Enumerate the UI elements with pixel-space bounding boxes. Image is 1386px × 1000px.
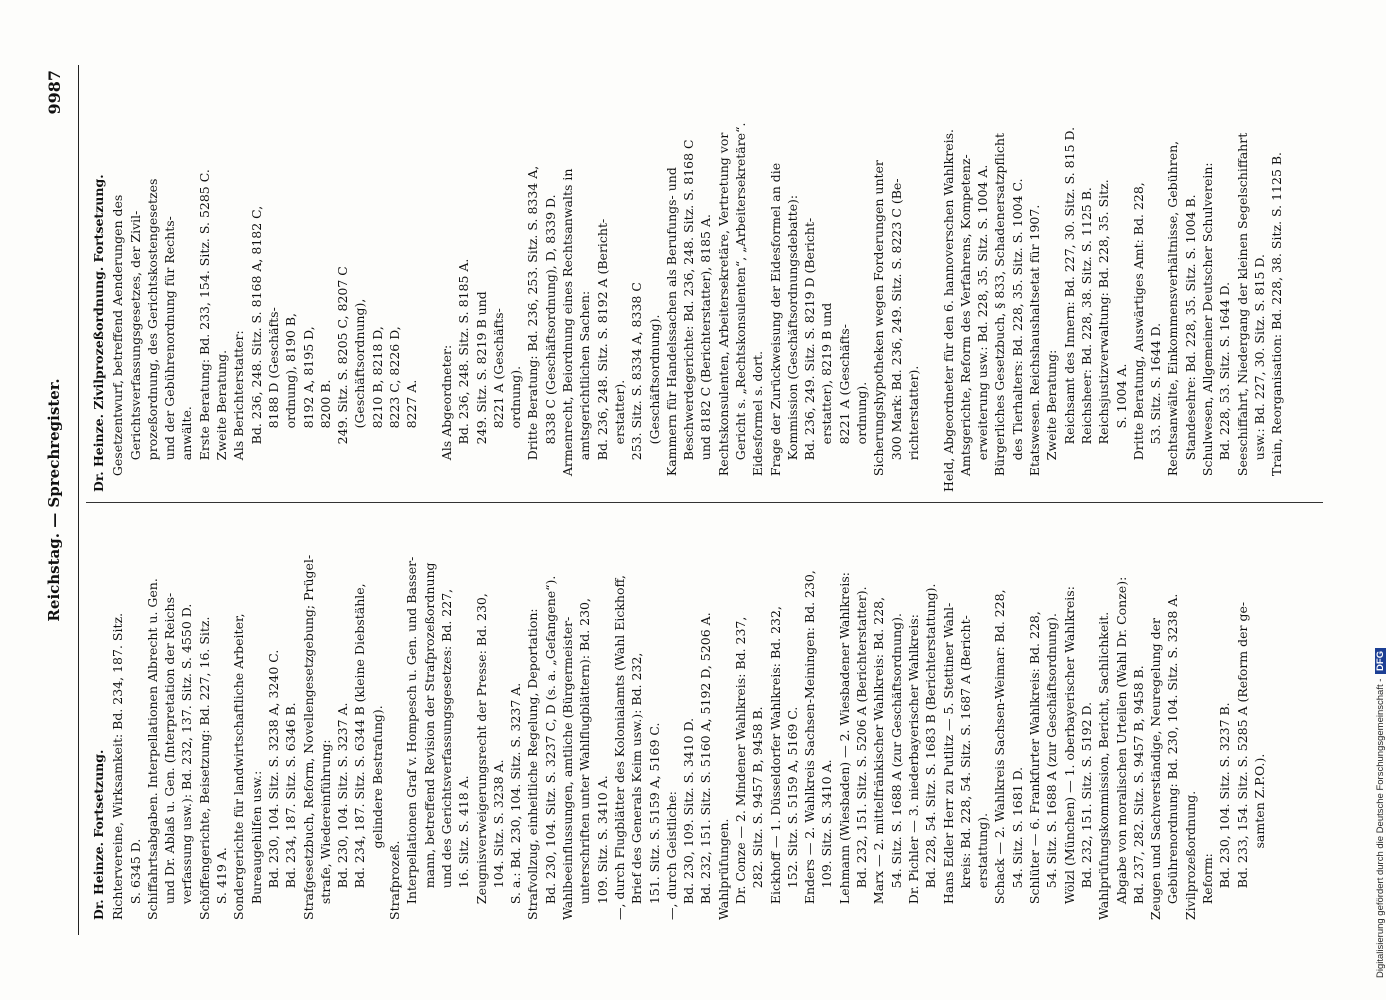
register-entry-line: Reform: — [1200, 853, 1215, 920]
register-entry-line: 16. Sitz. S. 418 A. — [456, 775, 472, 920]
register-entry-line: 54. Sitz. S. 1688 A (zur Geschäftsordnung). — [888, 613, 904, 920]
register-entry-line: Rechtsanwälte, Einkommensverhältnisse, Gebühren, — [1165, 140, 1181, 492]
register-entry-line: Strafvollzug, einheitliche Regelung, Deportation: — [525, 608, 541, 920]
register-entry-line: Zweite Beratung: — [1044, 349, 1060, 492]
register-entry-line: S. 419 A. — [214, 847, 230, 920]
running-head — [45, 70, 73, 930]
register-entry-line: 104. Sitz. S. 3238 A. — [490, 759, 506, 920]
register-entry-line: Kammern für Handelssachen als Berufungs- und — [663, 167, 679, 492]
register-entry-line: Zeugnisverweigerungsrecht der Presse: Bd. 230, — [473, 593, 489, 920]
left-column-heading: Dr. Heinze. Fortsetzung. — [91, 749, 106, 920]
register-entry-line: Reichsamt des Innern: Bd. 227, 30. Sitz. S. 815 D. — [1061, 126, 1077, 492]
register-entry-line: Dritte Beratung: Bd. 236, 253. Sitz. S. 8334 A, — [525, 165, 541, 492]
register-entry-line: Hans Edler Herr zu Putlitz — 5. Stettiner Wahl- — [940, 602, 956, 920]
register-entry-line: —, durch Geistliche: — [663, 791, 679, 920]
register-entry-line: Enders — 2. Wahlkreis Sachsen-Meiningen: Bd. 230, — [802, 570, 818, 920]
dfg-logo: DFG — [1375, 648, 1386, 674]
left-column-lines — [109, 510, 1268, 920]
register-entry-line: Brief des Generals Keim usw.): Bd. 232, — [629, 652, 645, 920]
register-entry-line: 253. Sitz. S. 8334 A, 8338 C — [629, 282, 645, 492]
right-column — [90, 72, 1323, 492]
credit-text: Digitalisierung gefördert durch die Deutsche Forschungsgemeinschaft - — [1375, 678, 1386, 978]
register-entry-line: S. 1004 A. — [1113, 363, 1129, 492]
register-entry-line: Bureaugehilfen usw.: — [248, 770, 264, 920]
register-entry-line: erstattung). — [975, 812, 991, 920]
register-entry-line: Erste Beratung: Bd. 233, 154. Sitz. S. 5285 C. — [196, 169, 212, 492]
register-entry-line: Reichsheer: Bd. 228, 38. Sitz. S. 1125 B. — [1078, 187, 1094, 492]
register-entry-line: Bd. 230, 104. Sitz. S. 3237 C, D (s. a. „Gefangene“). — [542, 575, 558, 920]
register-entry-line: Gesetzentwurf, betreffend Aenderungen des — [110, 194, 126, 492]
register-entry-line: —, durch Flugblätter des Kolonialamts (Wahl Eickhoff, — [611, 575, 627, 920]
register-entry-line: Bd. 228, 53. Sitz. S. 1644 D. — [1217, 281, 1233, 492]
register-entry-line: richterstatter). — [905, 365, 921, 492]
register-entry-line: 249. Sitz. S. 8205 C, 8207 C — [335, 266, 351, 492]
register-entry-line: Strafprozeß. — [387, 840, 403, 920]
register-entry-line: Armenrecht, Beiordnung eines Rechtsanwalts in — [560, 168, 576, 492]
register-entry-line: Etatswesen. Reichshaushaltsetat für 1907. — [1027, 204, 1043, 492]
register-entry-line: strafe, Wiedereinführung: — [317, 739, 333, 920]
register-entry-line: Seeschiffahrt, Niedergang der kleinen Segelschiffahrt — [1234, 132, 1250, 492]
register-entry-line: gelindere Bestrafung). — [369, 705, 385, 920]
register-entry-line: Als Berichterstatter: — [231, 330, 247, 492]
register-entry-line: 8221 A (Geschäfts- — [490, 308, 506, 492]
register-entry-line: Bürgerliches Gesetzbuch, § 833, Schadenersatzpflicht — [992, 133, 1008, 492]
register-entry-line: Bd. 232, 151. Sitz. S. 5192 D. — [1078, 701, 1094, 920]
register-entry-line: Als Abgeordneter: — [438, 344, 454, 492]
register-entry-line: 152. Sitz. S. 5159 A, 5169 C. — [784, 706, 800, 920]
register-entry-line: ordnung), 8190 B, — [283, 313, 299, 492]
register-entry-line: ordnung). — [854, 381, 870, 492]
register-entry-line: Zweite Beratung. — [214, 349, 230, 492]
register-entry-line: usw.: Bd. 227, 30. Sitz. S. 815 D. — [1251, 254, 1267, 492]
register-entry-line: Gericht s. „Rechtskonsulenten“, „Arbeitersekretäre“. — [732, 122, 748, 492]
register-entry-line — [922, 72, 939, 492]
register-entry-line: 8210 B, 8218 D, — [369, 326, 385, 492]
register-entry-line: Rechtskonsulenten, Arbeitersekretäre, Vertretung vor — [715, 132, 731, 492]
register-entry-line: S. a.: Bd. 230, 104. Sitz. S. 3237 A. — [508, 682, 524, 920]
register-entry-line: Marx — 2. mittelfränkischer Wahlkreis: Bd. 228, — [871, 596, 887, 920]
register-entry-line: unterschriften unter Wahlflugblättern): Bd. 230, — [577, 598, 593, 920]
register-entry-line — [421, 72, 438, 492]
register-entry-line: Standesehre: Bd. 228, 35. Sitz. S. 1004 B. — [1182, 194, 1198, 492]
column-divider — [86, 502, 1323, 503]
register-entry-line: 8338 C (Geschäftsordnung), D, 8339 D. — [542, 194, 558, 492]
register-entry-line: Dr. Conze — 2. Mindener Wahlkreis: Bd. 237, — [732, 616, 748, 920]
register-entry-line: Amtsgerichte, Reform des Verfahrens, Kompetenz- — [957, 154, 973, 492]
register-entry-line: (Geschäftsordnung). — [646, 314, 662, 492]
register-entry-line: Beschwerdegerichte: Bd. 236, 248. Sitz. S. 8168 C — [681, 139, 697, 492]
register-entry-line: Bd. 230, 109. Sitz. S. 3410 D. — [681, 717, 697, 920]
digitization-credit — [1363, 8, 1386, 988]
register-entry-line: Held, Abgeordneter für den 6. hannoverschen Wahlkreis. — [940, 129, 956, 492]
register-entry-line: 54. Sitz. S. 1681 D. — [1009, 766, 1025, 920]
register-entry-line: amtsgerichtlichen Sachen: — [577, 290, 593, 492]
register-entry-line: erstatter), 8219 B und — [819, 302, 835, 492]
register-entry-line: Wahlprüfungen. — [715, 818, 731, 920]
register-entry-line: kreis: Bd. 228, 54. Sitz. S. 1687 A (Bericht- — [957, 615, 973, 920]
register-entry-line: Wahlbeeinflussungen, amtliche (Bürgermeister- — [560, 616, 576, 920]
register-entry-line: 8192 A, 8195 D, — [300, 326, 316, 492]
register-entry-line: ordnung). — [508, 365, 524, 492]
register-entry-line: Eickhoff — 1. Düsseldorfer Wahlkreis: Bd. 232, — [767, 606, 783, 920]
register-entry-line: verfassung usw.): Bd. 232, 137. Sitz. S. 4550 D. — [179, 603, 195, 920]
register-entry-line: 151. Sitz. S. 5159 A, 5169 C. — [646, 722, 662, 920]
register-entry-line: und der Gebührenordnung für Rechts- — [162, 216, 178, 492]
register-entry-line: Bd. 236, 249. Sitz. S. 8219 D (Bericht- — [802, 217, 818, 492]
register-entry-line: Zeugen und Sachverständige, Neuregelung der — [1148, 617, 1164, 920]
register-entry-line: Zivilprozeßordnung. — [1182, 790, 1198, 920]
register-entry-line: 300 Mark: Bd. 236, 249. Sitz. S. 8223 C (Be- — [888, 178, 904, 492]
register-entry-line: Bd. 234, 187. Sitz. S. 6344 B (kleine Diebstähle, — [352, 583, 368, 920]
page-number: 9987 — [45, 70, 64, 115]
register-entry-line: Strafgesetzbuch, Reform, Novellengesetzgebung; Prügel- — [300, 554, 316, 920]
register-entry-line: Bd. 232, 151. Sitz. S. 5206 A (Berichterstatter). — [854, 586, 870, 920]
register-entry-line: 249. Sitz. S. 8219 B und — [473, 291, 489, 492]
register-entry-line: 109. Sitz. S. 3410 A. — [819, 759, 835, 920]
register-entry-line: Kommission (Geschäftsordnungsdebatte): — [784, 194, 800, 492]
register-entry-line: Dr. Pichler — 3. niederbayerischer Wahlkreis: — [905, 614, 921, 920]
register-entry-line: 109. Sitz. S. 3410 A. — [594, 775, 610, 920]
register-entry-line: Bd. 237, 282. Sitz. S. 9457 B, 9458 B. — [1130, 665, 1146, 920]
header-rule — [78, 65, 79, 935]
right-column-lines — [109, 72, 1285, 492]
register-entry-line: Richtervereine, Wirksamkeit: Bd. 234, 187. Sitz. — [110, 612, 126, 920]
register-entry-line: Schulwesen, Allgemeiner Deutscher Schulverein: — [1200, 162, 1215, 492]
register-entry-line: Dritte Beratung, Auswärtiges Amt: Bd. 228, — [1130, 182, 1146, 492]
running-title: Reichstag. — Sprechregister. — [45, 378, 63, 622]
register-entry-line: anwälte. — [179, 406, 195, 492]
register-entry-line: erstatter). — [611, 379, 627, 492]
register-entry-line: Schöffengerichte, Beisetzung: Bd. 227, 16. Sitz. — [196, 616, 212, 920]
register-entry-line: 53. Sitz. S. 1644 D. — [1148, 322, 1164, 492]
left-column — [90, 510, 1323, 920]
register-entry-line: Bd. 232, 151. Sitz. S. 5160 A, 5192 D, 5206 A. — [698, 612, 714, 920]
register-entry-line: Frage der Zurückweisung der Eidesformel an die — [767, 162, 783, 492]
register-entry-line: Train, Reorganisation: Bd. 228, 38. Sitz. S. 1125 B. — [1269, 151, 1285, 492]
register-entry-line: Bd. 230, 104. Sitz. S. 3238 A, 3240 C. — [265, 649, 281, 920]
register-entry-line: 8221 A (Geschäfts- — [836, 324, 852, 492]
register-entry-line: Abgabe von moralischen Urteilen (Wahl Dr. Conze): — [1113, 576, 1129, 920]
register-entry-line: Gebührenordnung: Bd. 230, 104. Sitz. S. 3238 A. — [1165, 593, 1181, 920]
register-entry-line: Sondergerichte für landwirtschaftliche Arbeiter, — [231, 613, 247, 920]
register-entry-line: Schlüter — 6. Frankfurter Wahlkreis: Bd. 228, — [1027, 611, 1043, 920]
register-entry-line: Bd. 233, 154. Sitz. S. 5285 A (Reform der ge- — [1234, 601, 1250, 920]
register-entry-line: Bd. 236, 248. Sitz. S. 8185 A. — [456, 258, 472, 492]
register-entry-line: Bd. 230, 104. Sitz. S. 3237 A. — [335, 702, 351, 920]
register-entry-line: 8227 A. — [404, 379, 420, 492]
register-entry-line: Schack — 2. Wahlkreis Sachsen-Weimar: Bd. 228, — [992, 589, 1008, 920]
register-entry-line: Gerichtsverfassungsgesetzes, der Zivil- — [127, 210, 143, 492]
register-entry-line: samten Z.P.O.). — [1251, 753, 1267, 920]
register-entry-line: 282. Sitz. S. 9457 B, 9458 B. — [750, 706, 766, 920]
register-entry-line: 54. Sitz. S. 1688 A (zur Geschäftsordnung). — [1044, 613, 1060, 920]
register-entry-line: 8200 B. — [317, 379, 333, 492]
register-entry-line: mann, betreffend Revision der Strafprozeßordnung — [421, 562, 437, 920]
register-entry-line: prozeßordnung, des Gerichtskostengesetzes — [144, 178, 160, 492]
register-entry-line: 8188 D (Geschäfts- — [265, 307, 281, 492]
register-entry-line: Bd. 236, 248. Sitz. S. 8168 A, 8182 C, — [248, 205, 264, 492]
register-entry-line: Reichsjustizverwaltung: Bd. 228, 35. Sitz. — [1096, 179, 1112, 492]
register-entry-line: und Dr. Ablaß u. Gen. (Interpretation der Reichs- — [162, 592, 178, 920]
register-entry-line: Eidesformel s. dort. — [750, 350, 766, 492]
register-entry-line: Sicherungshypotheken wegen Forderungen unter — [871, 160, 887, 492]
register-entry-line: S. 6345 D. — [127, 838, 143, 920]
register-entry-line: des Tierhalters: Bd. 228, 35. Sitz. S. 1004 C. — [1009, 178, 1025, 492]
register-entry-line: und des Gerichtsverfassungsgesetzes: Bd. 227, — [438, 588, 454, 920]
register-entry-line: Bd. 234, 187. Sitz. S. 6346 B. — [283, 702, 299, 920]
register-entry-line: und 8182 C (Berichterstatter), 8185 A. — [698, 214, 714, 492]
right-column-heading: Dr. Heinze. Zivilprozeßordnung. Fortsetzung. — [91, 174, 106, 492]
register-entry-line: erweiterung usw.: Bd. 228, 35. Sitz. S. 1004 A. — [975, 164, 991, 492]
register-entry-line: Wölzl (München) — 1. oberbayerischer Wahlkreis: — [1061, 586, 1077, 920]
register-entry-line: Interpellationen Graf v. Hompesch u. Gen. und Basser- — [404, 556, 420, 920]
register-entry-line: Bd. 228, 54. Sitz. S. 1683 B (Berichterstattung). — [923, 583, 939, 920]
register-entry-line: Wahlprüfungskommission, Bericht, Sachlichkeit. — [1096, 611, 1112, 920]
register-entry-line: (Geschäftsordnung), — [352, 298, 368, 492]
register-entry-line: Schiffahrtsabgaben. Interpellationen Albrecht u. Gen. — [144, 578, 160, 920]
register-entry-line: Bd. 236, 248. Sitz. S. 8192 A (Bericht- — [594, 218, 610, 492]
register-entry-line: Bd. 230, 104. Sitz. S. 3237 B. — [1217, 702, 1233, 920]
register-entry-line: 8223 C, 8226 D, — [387, 326, 403, 492]
register-entry-line: Lehmann (Wiesbaden) — 2. Wiesbadener Wahlkreis: — [836, 572, 852, 920]
